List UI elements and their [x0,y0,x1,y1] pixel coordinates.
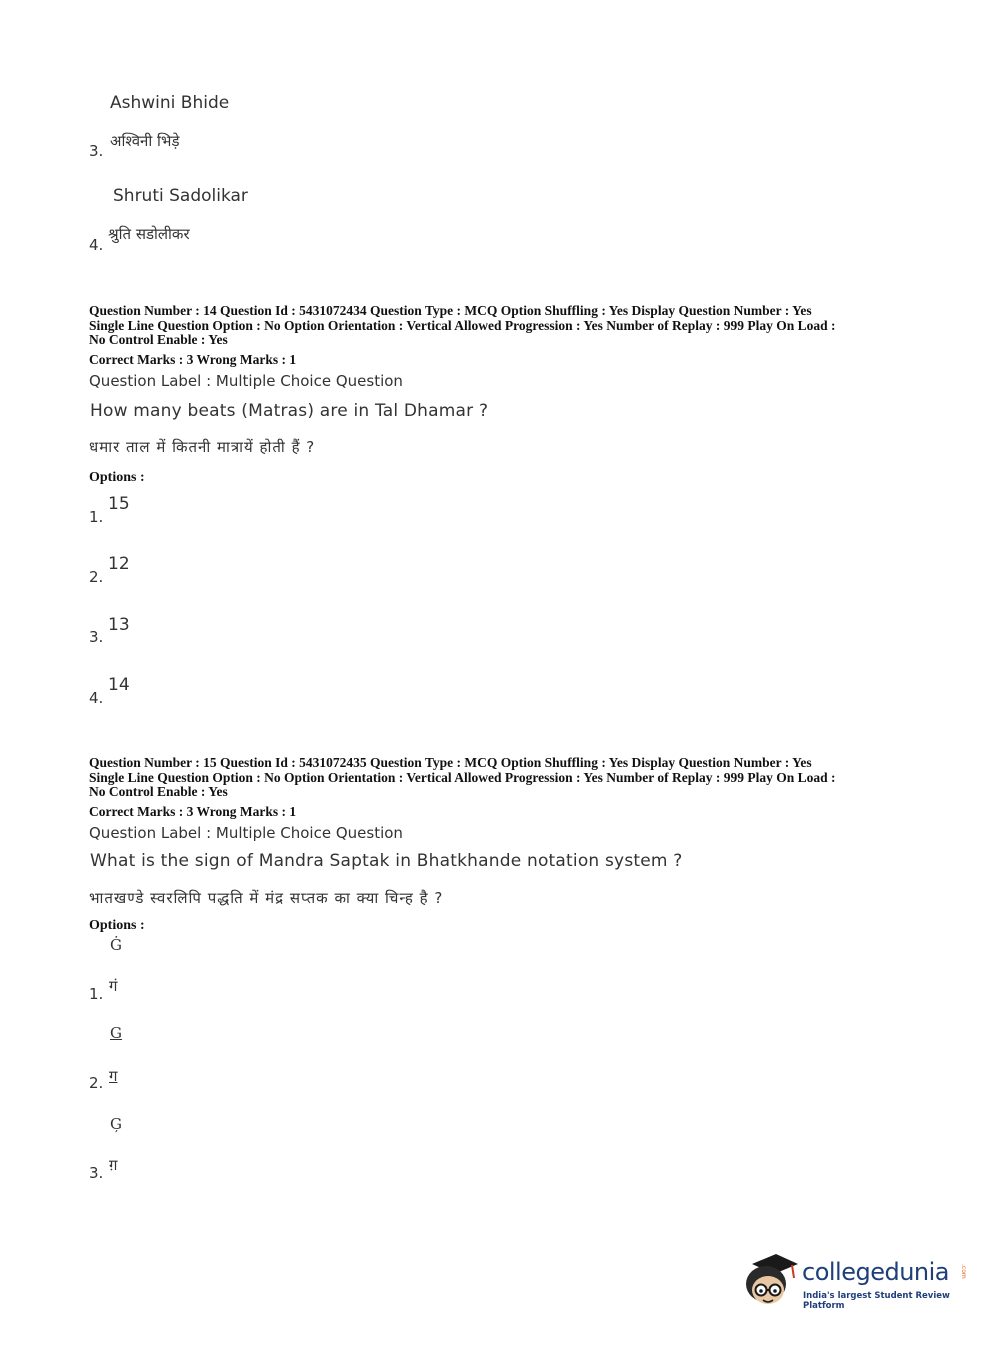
q14-meta [89,304,919,348]
q14-meta-line2: Single Line Question Option : No Option Orientation : Vertical Allowed Progression : Yes Number of Replay : 999 Play On Load : [89,317,836,333]
q14-marks: Correct Marks : 3 Wrong Marks : 1 [89,352,297,367]
q14-option-1-number: 1. [89,508,104,526]
q15-option-1-number: 1. [89,985,104,1003]
mascot-icon [742,1250,798,1310]
logo-name: collegedunia [802,1258,950,1286]
q14-options-heading: Options : [89,470,145,485]
q15-marks: Correct Marks : 3 Wrong Marks : 1 [89,804,297,819]
prev-option-3-english: Ashwini Bhide [110,93,230,113]
q15-option-3-hindi[interactable]: ग़ [109,1156,118,1174]
prev-option-4-hindi: श्रुति सडोलीकर [108,225,190,243]
prev-option-4-english: Shruti Sadolikar [113,186,248,206]
q15-meta-line2: Single Line Question Option : No Option Orientation : Vertical Allowed Progression : Yes Number of Replay : 999 Play On Load : [89,769,836,785]
q15-options-heading: Options : [89,918,145,933]
q14-meta-line1: Question Number : 14 Question Id : 5431072434 Question Type : MCQ Option Shuffling : Yes Display Question Number : Yes [89,303,812,318]
collegedunia-logo[interactable] [742,1250,972,1314]
q15-question-hindi: भातखण्डे स्वरलिपि पद्धति में मंद्र सप्तक का क्या चिन्ह है ? [89,889,444,907]
q14-option-3-value[interactable]: 13 [108,615,130,635]
q14-option-4-value[interactable]: 14 [108,675,130,695]
q14-option-1-value[interactable]: 15 [108,494,130,514]
prev-option-4-number: 4. [89,236,104,254]
q15-question-text: What is the sign of Mandra Saptak in Bhatkhande notation system ? [90,851,683,871]
q15-meta-line3: No Control Enable : Yes [89,784,228,799]
logo-tagline: India's largest Student Review Platform [803,1291,950,1311]
q14-label: Question Label : Multiple Choice Question [89,372,403,390]
q14-option-4-number: 4. [89,689,104,707]
q14-option-3-number: 3. [89,628,104,646]
q15-meta-line1: Question Number : 15 Question Id : 5431072435 Question Type : MCQ Option Shuffling : Yes Display Question Number : Yes [89,755,812,770]
q15-meta [89,756,919,800]
q14-question-hindi: धमार ताल में कितनी मात्रायें होती हैं ? [89,438,316,456]
q15-option-1-english[interactable]: Ġ [110,936,122,954]
q14-option-2-number: 2. [89,568,104,586]
q15-option-2-english[interactable]: G [110,1024,122,1042]
q14-option-2-value[interactable]: 12 [108,554,130,574]
q14-question-text: How many beats (Matras) are in Tal Dhamar ? [90,401,489,421]
q15-option-1-hindi[interactable]: गं [109,977,118,995]
q15-option-2-number: 2. [89,1074,104,1092]
prev-option-3-hindi: अश्विनी भिड़े [110,132,180,150]
q15-option-2-hindi[interactable]: ग [109,1067,118,1085]
prev-option-3-number: 3. [89,142,104,160]
q15-option-3-english[interactable]: Ģ [110,1115,122,1133]
q15-label: Question Label : Multiple Choice Question [89,824,403,842]
logo-com: .com [960,1264,967,1279]
q14-meta-line3: No Control Enable : Yes [89,332,228,347]
q15-option-3-number: 3. [89,1164,104,1182]
